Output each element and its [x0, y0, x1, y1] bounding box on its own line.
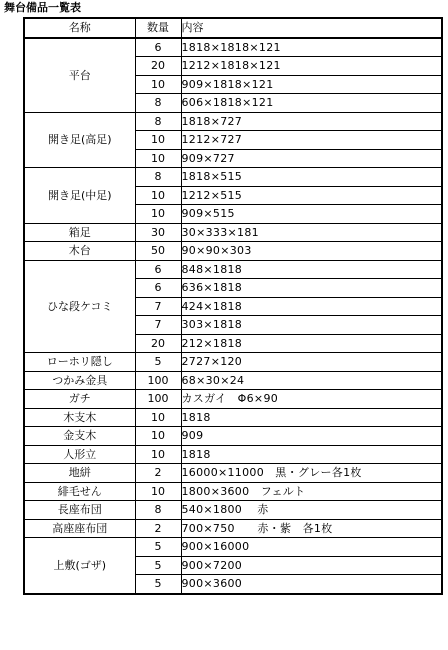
- item-quantity: 10: [135, 408, 181, 427]
- item-name: 上敷(ゴザ): [24, 538, 135, 594]
- item-name: 人形立: [24, 445, 135, 464]
- item-quantity: 6: [135, 279, 181, 298]
- table-row: [24, 353, 442, 372]
- table-row: [24, 112, 442, 131]
- item-quantity: 8: [135, 94, 181, 113]
- item-detail: 1818: [181, 445, 442, 464]
- equipment-table: [23, 17, 443, 595]
- item-detail: 1818×1818×121: [181, 38, 442, 57]
- item-detail: 900×16000: [181, 538, 442, 557]
- table-header-row: [24, 18, 442, 38]
- item-detail: 909×515: [181, 205, 442, 224]
- table-row: [24, 464, 442, 483]
- item-detail: 1212×515: [181, 186, 442, 205]
- item-name: 開き足(中足): [24, 168, 135, 224]
- table-row: [24, 427, 442, 446]
- item-quantity: 8: [135, 168, 181, 187]
- item-quantity: 7: [135, 316, 181, 335]
- item-quantity: 10: [135, 205, 181, 224]
- item-detail: 1800×3600 フェルト: [181, 482, 442, 501]
- item-quantity: 10: [135, 482, 181, 501]
- table-row: [24, 242, 442, 261]
- table-row: [24, 538, 442, 557]
- item-name: ガチ: [24, 390, 135, 409]
- table-row: [24, 482, 442, 501]
- item-quantity: 6: [135, 260, 181, 279]
- item-detail: 636×1818: [181, 279, 442, 298]
- item-quantity: 10: [135, 149, 181, 168]
- item-quantity: 30: [135, 223, 181, 242]
- item-name: 緋毛せん: [24, 482, 135, 501]
- item-detail: 700×750 赤・紫 各1枚: [181, 519, 442, 538]
- item-detail: 212×1818: [181, 334, 442, 353]
- item-detail: 1818×515: [181, 168, 442, 187]
- item-detail: 1212×727: [181, 131, 442, 150]
- item-detail: 90×90×303: [181, 242, 442, 261]
- item-detail: 68×30×24: [181, 371, 442, 390]
- item-quantity: 20: [135, 334, 181, 353]
- item-name: ローホリ隠し: [24, 353, 135, 372]
- item-detail: 424×1818: [181, 297, 442, 316]
- item-quantity: 10: [135, 186, 181, 205]
- item-detail: 1818×727: [181, 112, 442, 131]
- item-name: ひな段ケコミ: [24, 260, 135, 353]
- item-detail: 540×1800 赤: [181, 501, 442, 520]
- item-quantity: 5: [135, 575, 181, 594]
- item-detail: 848×1818: [181, 260, 442, 279]
- item-quantity: 6: [135, 38, 181, 57]
- item-detail: 900×7200: [181, 556, 442, 575]
- table-row: [24, 445, 442, 464]
- item-name: つかみ金具: [24, 371, 135, 390]
- item-quantity: 8: [135, 112, 181, 131]
- table-row: [24, 260, 442, 279]
- item-detail: 1212×1818×121: [181, 57, 442, 76]
- item-quantity: 10: [135, 427, 181, 446]
- header-quantity: 数量: [135, 18, 181, 38]
- table-body: [24, 38, 442, 594]
- item-detail: 16000×11000 黒・グレー各1枚: [181, 464, 442, 483]
- item-detail: 303×1818: [181, 316, 442, 335]
- item-name: 開き足(高足): [24, 112, 135, 168]
- item-detail: 909×1818×121: [181, 75, 442, 94]
- item-quantity: 2: [135, 464, 181, 483]
- item-detail: カスガイ Φ6×90: [181, 390, 442, 409]
- item-quantity: 7: [135, 297, 181, 316]
- header-detail: 内容: [181, 18, 442, 38]
- item-quantity: 10: [135, 445, 181, 464]
- table-row: [24, 501, 442, 520]
- table-row: [24, 371, 442, 390]
- item-quantity: 2: [135, 519, 181, 538]
- item-quantity: 5: [135, 556, 181, 575]
- item-name: 長座布団: [24, 501, 135, 520]
- table-row: [24, 168, 442, 187]
- table-row: [24, 408, 442, 427]
- table-row: [24, 519, 442, 538]
- item-quantity: 5: [135, 538, 181, 557]
- item-name: 平台: [24, 38, 135, 113]
- item-name: 金支木: [24, 427, 135, 446]
- item-name: 木支木: [24, 408, 135, 427]
- item-name: 木台: [24, 242, 135, 261]
- item-quantity: 10: [135, 131, 181, 150]
- header-name: 名称: [24, 18, 135, 38]
- item-quantity: 100: [135, 371, 181, 390]
- item-quantity: 20: [135, 57, 181, 76]
- table-row: [24, 223, 442, 242]
- item-detail: 1818: [181, 408, 442, 427]
- item-quantity: 50: [135, 242, 181, 261]
- item-quantity: 5: [135, 353, 181, 372]
- table-row: [24, 38, 442, 57]
- item-name: 高座座布団: [24, 519, 135, 538]
- item-quantity: 100: [135, 390, 181, 409]
- item-detail: 909×727: [181, 149, 442, 168]
- table-row: [24, 390, 442, 409]
- item-quantity: 10: [135, 75, 181, 94]
- item-detail: 900×3600: [181, 575, 442, 594]
- item-detail: 909: [181, 427, 442, 446]
- item-detail: 30×333×181: [181, 223, 442, 242]
- item-detail: 606×1818×121: [181, 94, 442, 113]
- item-name: 箱足: [24, 223, 135, 242]
- item-detail: 2727×120: [181, 353, 442, 372]
- item-quantity: 8: [135, 501, 181, 520]
- item-name: 地絣: [24, 464, 135, 483]
- document-title: 舞台備品一覧表: [4, 1, 81, 14]
